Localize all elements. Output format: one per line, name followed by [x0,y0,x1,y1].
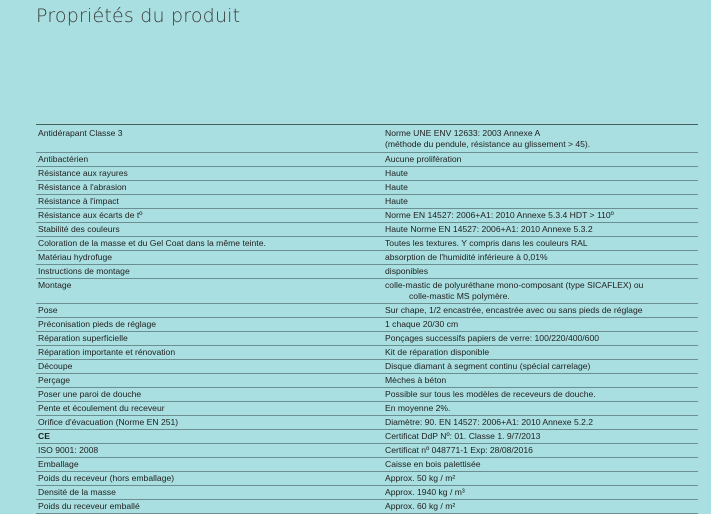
property-value [383,125,698,153]
property-value: Norme EN 14527: 2006+A1: 2010 Annexe 5.3.4 HDT > 110º [385,210,614,220]
property-name: Résistance aux rayures [38,168,128,178]
table-row [36,167,698,181]
table-row [36,346,698,360]
table-row [36,374,698,388]
page-title: Propriétés du produit [36,5,241,27]
property-value: Certificat DdP Nº: 01. Classe 1. 9/7/2013 [385,431,541,441]
property-name: Résistance aux écarts de tº [38,210,143,220]
property-value-line: (méthode du pendule, résistance au glissement > 45). [385,139,591,149]
table-row [36,153,698,167]
property-name: Résistance à l'impact [38,196,119,206]
property-value: Approx. 50 kg / m² [385,473,456,483]
table-row [36,458,698,472]
property-name: Montage [38,280,72,290]
table-row [36,402,698,416]
property-value-line: colle-mastic de polyuréthane mono-composant (type SICAFLEX) ou [385,280,644,290]
property-name: Découpe [38,361,73,371]
table-row [36,181,698,195]
property-name: Instructions de montage [38,266,130,276]
property-value: Ponçages successifs papiers de verre: 100/220/400/600 [385,333,600,343]
table-row [36,430,698,444]
property-value: 1 chaque 20/30 cm [385,319,459,329]
property-name: Orifice d'évacuation (Norme EN 251) [38,417,179,427]
property-value: Disque diamant à segment continu (spécial carrelage) [385,361,591,371]
product-properties-table [36,124,698,514]
property-name: Stabilité des couleurs [38,224,120,234]
property-value: Mèches à béton [385,375,447,385]
property-name: CE [38,431,50,441]
property-name: Antibactérien [38,154,89,164]
table-row [36,304,698,318]
property-value: Possible sur tous les modèles de receveurs de douche. [385,389,596,399]
property-value-line: colle-mastic MS polymère. [409,291,510,301]
property-value: Diamètre: 90. EN 14527: 2006+A1: 2010 Annexe 5.2.2 [385,417,594,427]
property-value: Haute [385,168,408,178]
property-name: Pente et écoulement du receveur [38,403,165,413]
property-name: Emballage [38,459,79,469]
table-row [36,209,698,223]
table-row [36,318,698,332]
property-name: Poids du receveur (hors emballage) [38,473,175,483]
property-name: Antidérapant Classe 3 [38,128,123,138]
property-value: Certificat nº 048771-1 Exp: 28/08/2016 [385,445,533,455]
table-row [36,265,698,279]
table-row [36,332,698,346]
table-row [36,223,698,237]
property-name: Poser une paroi de douche [38,389,142,399]
table-row [36,500,698,514]
property-value: En moyenne 2%. [385,403,451,413]
property-value: Toutes les textures. Y compris dans les couleurs RAL [385,238,588,248]
property-name: Matériau hydrofuge [38,252,113,262]
table-row [36,388,698,402]
table-row [36,279,698,304]
table-row [36,444,698,458]
property-name: ISO 9001: 2008 [38,445,99,455]
table-row [36,472,698,486]
property-value [383,279,698,304]
property-value: Haute [385,196,408,206]
property-value: Haute [385,182,408,192]
property-value: absorption de l'humidité inférieure à 0,01% [385,252,548,262]
property-value-line: Norme UNE ENV 12633: 2003 Annexe A [385,128,541,138]
table-row [36,251,698,265]
property-value: Haute Norme EN 14527: 2006+A1: 2010 Annexe 5.3.2 [385,224,593,234]
table-row [36,486,698,500]
property-name: Poids du receveur emballé [38,501,140,511]
property-name: Préconisation pieds de réglage [38,319,157,329]
property-name: Coloration de la masse et du Gel Coat dans la même teinte. [38,238,266,248]
property-value: Kit de réparation disponible [385,347,490,357]
property-name: Pose [38,305,58,315]
table-row [36,416,698,430]
table-row [36,237,698,251]
table-row [36,125,698,153]
property-value: disponibles [385,266,428,276]
property-value: Aucune prolifération [385,154,462,164]
property-value: Approx. 1940 kg / m³ [385,487,465,497]
property-name: Réparation importante et rénovation [38,347,176,357]
table-row [36,195,698,209]
property-name: Résistance à l'abrasion [38,182,127,192]
property-name: Densité de la masse [38,487,116,497]
property-value: Caisse en bois palettisée [385,459,481,469]
property-value: Approx. 60 kg / m² [385,501,456,511]
table-row [36,360,698,374]
property-name: Perçage [38,375,71,385]
property-name: Réparation superficielle [38,333,128,343]
property-value: Sur chape, 1/2 encastrée, encastrée avec ou sans pieds de réglage [385,305,643,315]
